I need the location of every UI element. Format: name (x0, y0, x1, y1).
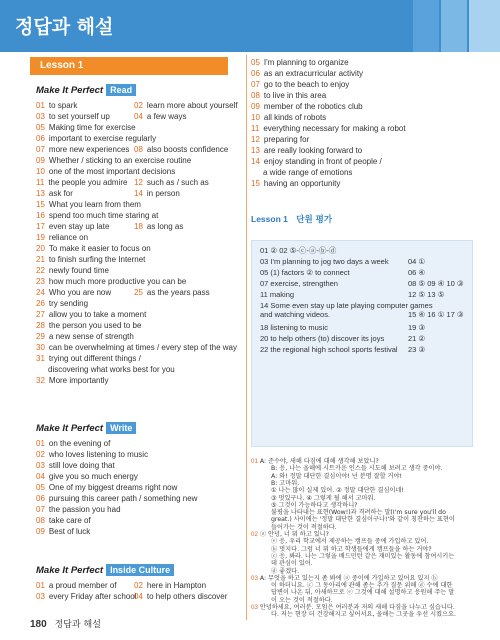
answer-row (36, 505, 121, 515)
unit-test-title (251, 213, 332, 225)
answer-text: trying out different things / (48, 354, 141, 363)
answer-number: 13 (251, 146, 260, 155)
answer-number: 03 (36, 112, 45, 121)
answer-row (36, 439, 110, 449)
answer-row (251, 91, 326, 101)
unit-answer-text: 11 making (260, 290, 295, 299)
answer-number: 05 (36, 483, 45, 492)
answer-number: 06 (36, 134, 45, 143)
answer-number: 23 (36, 277, 45, 286)
answer-pair (134, 592, 227, 602)
unit-answer-row (260, 257, 426, 266)
answer-number: 28 (36, 321, 45, 330)
answer-text: One of my biggest dreams right now (48, 483, 178, 492)
answer-number: 01 (36, 439, 45, 448)
explanation-text: A: 와! 정말 대단한 결심이야! 넌 분명 잘할 거야! (271, 472, 402, 480)
explanation-text: ⓐ 안녕, 너 뭐 하고 있니? (259, 531, 329, 538)
answer-number: 24 (36, 288, 45, 297)
unit-answer-row (260, 268, 426, 277)
explanation-text: 다. 저는 현장 더 건강해지고 싶어서요, 올해는 그곳을 우선 시켰으요. (271, 611, 456, 619)
write-title: Make It Perfect (36, 423, 104, 434)
answer-text: who loves listening to music (48, 450, 149, 459)
explanation-text: 이 하더니요. ⓒ 그 동아리에 관해 좀는 추가 질문 위해 ⓓ 수에 대한 (271, 582, 453, 590)
indent (251, 473, 271, 480)
answer-text: More importantly (48, 376, 109, 385)
explanation-text: 데 관심이 있어. (271, 560, 313, 568)
answer-row (36, 178, 209, 188)
unit-answer-extra: 04 ① (408, 257, 426, 266)
answer-pair (134, 189, 180, 199)
answer-text: more new experiences (48, 145, 130, 154)
unit-answer-extra: 12 ⑤ 13 ⑤ (408, 290, 445, 299)
answer-row (36, 189, 180, 199)
answer-text: on the evening of (48, 439, 111, 448)
answer-text: Best of luck (48, 527, 91, 536)
header-tab-decoration (413, 0, 439, 52)
write-section-title (36, 422, 136, 434)
answer-number: 05 (251, 58, 260, 67)
answer-row (36, 145, 229, 155)
answer-number: 07 (36, 145, 45, 154)
answer-row (36, 527, 90, 537)
unit-answer-text: 01 ② 02 ⑤-ⓒ-ⓐ-ⓑ-ⓓ (260, 246, 337, 255)
indent (251, 487, 271, 494)
footer-label: 정답과 해설 (54, 620, 101, 630)
unit-answer-extra: 06 ④ (408, 268, 426, 277)
answer-pair (134, 288, 210, 298)
answer-number: 01 (36, 581, 45, 590)
unit-answer-row (260, 323, 426, 332)
answer-pair (134, 101, 238, 111)
explanation-text: ⓔ 응, 우리 학교에서 제공하는 캠프들 중에 가입하고 있어. (271, 538, 429, 546)
answer-number: 04 (134, 592, 143, 601)
answer-text: still love doing that (48, 461, 115, 470)
answer-number: 04 (134, 112, 143, 121)
answer-pair (134, 178, 209, 188)
answer-number: 31 (36, 354, 45, 363)
answer-number: 08 (251, 91, 260, 100)
answer-row (36, 266, 109, 276)
indent (251, 538, 271, 545)
answer-row (251, 69, 363, 79)
answer-text: having an opportunity (263, 179, 341, 188)
header-tab-decoration (469, 0, 500, 52)
page-title: 정답과 해설 (15, 16, 114, 38)
answer-number: 14 (134, 189, 143, 198)
answer-text: also boosts confidence (146, 145, 229, 154)
answer-number: 05 (36, 123, 45, 132)
page-footer (30, 617, 101, 630)
unit-answer-text: 14 Some even stay up late playing computer games (260, 301, 433, 310)
answer-number: 07 (251, 80, 260, 89)
explanation-text: B: 고마워. (271, 479, 300, 487)
unit-answer-text: 07 exercise, strengthen (260, 279, 338, 288)
unit-answer-box (251, 240, 473, 447)
unit-answer-extra: 19 ③ (408, 323, 426, 332)
answer-text: one of the most important decisions (48, 167, 176, 176)
column-divider (246, 55, 247, 620)
header-tab-decoration (441, 0, 467, 52)
answer-text: to finish surfing the Internet (48, 255, 146, 264)
answer-row (251, 102, 363, 112)
answer-text: in person (146, 189, 180, 198)
unit-answer-row (260, 310, 464, 319)
explanation-text: ⓒ 응, 봐라. 나는 그렇을 배드민턴 같은 재미있는 활동에 참여시키는 (271, 552, 455, 560)
answer-row (251, 58, 349, 68)
answer-text: member of the robotics club (263, 102, 363, 111)
answer-row (36, 450, 148, 460)
answer-row (36, 483, 177, 493)
answer-number: 11 (251, 124, 260, 133)
answer-number: 09 (36, 156, 45, 165)
answer-row (36, 581, 207, 591)
answer-number: 15 (251, 179, 260, 188)
answer-text: to set yourself up (48, 112, 110, 121)
answer-row (251, 157, 382, 167)
unit-answer-row (260, 246, 336, 255)
unit-answer-text: 20 to help others (to) discover its joys (260, 334, 385, 343)
answer-text: every Friday after school (48, 592, 137, 601)
answer-row (251, 146, 362, 156)
answer-number: 26 (36, 299, 45, 308)
answer-row (36, 255, 145, 265)
answer-text: a proud member of (48, 581, 117, 590)
answer-number: 25 (134, 288, 143, 297)
answer-text: pursuing this career path / something new (48, 494, 198, 503)
answer-number: 09 (36, 527, 45, 536)
answer-text: as an extracurricular activity (263, 69, 364, 78)
answer-number: 10 (251, 113, 260, 122)
explanation-text: ① 나는 많이 실제 있어. ② 정말 대단한 결심이네! (271, 487, 404, 495)
answer-number: 22 (36, 266, 45, 275)
answer-row (36, 310, 146, 320)
read-badge: Read (106, 84, 136, 96)
answer-row (36, 233, 88, 243)
culture-section-title (36, 564, 174, 576)
answer-number: 21 (36, 255, 45, 264)
explanation-number: 02 (251, 531, 258, 538)
answer-text: reliance on (48, 233, 89, 242)
answer-row (36, 332, 134, 342)
answer-text: a new sense of strength (48, 332, 134, 341)
answer-text: as the years pass (146, 288, 210, 297)
read-title: Make It Perfect (36, 85, 104, 96)
explanation-text: B: 응, 나는 올해에 시트카운 인스들 시도해 보려고 생각 중이야. (271, 465, 443, 473)
explanation-number: 03 (251, 604, 258, 611)
answer-row (36, 277, 186, 287)
answer-row (36, 343, 237, 353)
unit-answer-row (260, 334, 426, 343)
answer-text: the people you admire (48, 178, 128, 187)
explanation-number: 01 (251, 458, 258, 465)
answer-row (36, 200, 141, 210)
answer-number: 03 (36, 592, 45, 601)
answer-row (36, 123, 136, 133)
indent (251, 168, 263, 177)
answer-text: to spark (48, 101, 78, 110)
unit-answer-row (260, 290, 445, 299)
unit-answer-row (260, 301, 433, 310)
answer-row (36, 156, 191, 166)
answer-number: 08 (36, 516, 45, 525)
answer-text: to live in this area (263, 91, 327, 100)
indent (251, 611, 271, 618)
unit-answer-extra: 15 ④ 16 ① 17 ③ (408, 310, 464, 319)
unit-answer-row (260, 345, 426, 354)
unit-answer-text: and watching videos. (260, 310, 331, 319)
answer-pair (134, 145, 228, 155)
answer-number: 32 (36, 376, 45, 385)
lesson-bar: Lesson 1 (30, 57, 228, 75)
answer-number: 06 (251, 69, 260, 78)
answer-number: 08 (134, 145, 143, 154)
explanation-text: ⓑ 멋지다. 그럼 너 뭐 하고 학생들에게 캠프들을 하는 거야? (271, 545, 432, 553)
answer-number: 11 (36, 178, 45, 187)
answer-row (36, 211, 158, 221)
answer-number: 12 (134, 178, 143, 187)
answer-pair (134, 581, 206, 591)
answer-row (36, 461, 115, 471)
indent (251, 546, 271, 553)
answer-number: 20 (36, 244, 45, 253)
answer-number: 27 (36, 310, 45, 319)
unit-answer-extra: 23 ③ (408, 345, 426, 354)
explanation-text: 이 오는 것이 적절하다. (271, 596, 333, 604)
answer-row (36, 167, 175, 177)
explanation-text: ③ 멋있구나. ④ 그렇게 될 해서 고마워. (271, 494, 376, 502)
explanation-text: A: 무엇을 하고 있는지 좀 봐에 ⓐ 중이에 가입하고 있어요 있지 ⓑ (259, 574, 438, 582)
answer-text: a few ways (146, 112, 187, 121)
explanation-text: ⑤ 그것이 가능하다고 생각하니? (271, 501, 358, 509)
unit-answer-text: 05 (1) factors ② to connect (260, 268, 350, 277)
answer-number: 01 (36, 101, 45, 110)
answer-number: 17 (36, 222, 45, 231)
answer-row (251, 80, 349, 90)
answer-number: 19 (36, 233, 45, 242)
answer-row (36, 101, 238, 111)
answer-row (36, 376, 108, 386)
explanation-text: 불평을 나타내는 표현(Wow!)과 격려하는 말(I'm sure you'll do (271, 509, 446, 517)
answer-number: 02 (36, 450, 45, 459)
answer-number: 02 (134, 101, 143, 110)
explanation-text: 들어가는 것이 적절하다. (271, 523, 337, 531)
answer-row (36, 299, 88, 309)
answer-number: 15 (36, 200, 45, 209)
unit-answer-extra: 08 ⑤ 09 ④ 10 ③ (408, 279, 464, 288)
answer-number: 13 (36, 189, 45, 198)
indent (251, 524, 271, 531)
answer-number: 07 (36, 505, 45, 514)
explanation-text: 안녕하세요, 여러분. 모임은 여러분과 저의 새해 다짐을 나누고 싶습니다. (259, 604, 455, 611)
answer-text: What you learn from them (48, 200, 141, 209)
indent (251, 516, 271, 523)
answer-text: all kinds of robots (263, 113, 327, 122)
answer-row (251, 179, 340, 189)
indent (251, 480, 271, 487)
indent (251, 589, 271, 596)
answer-text: ask for (48, 189, 73, 198)
answer-pair (134, 112, 186, 122)
answer-row (36, 592, 228, 602)
answer-text: Making time for exercise (48, 123, 136, 132)
unit-answer-text: 18 listening to music (260, 323, 328, 332)
culture-title: Make It Perfect (36, 565, 104, 576)
answer-text: Who you are now (48, 288, 112, 297)
unit-answer-text: 22 the regional high school sports festival (260, 345, 398, 354)
indent (251, 553, 271, 560)
answer-text: I'm planning to organize (263, 58, 349, 67)
answer-text: go to the beach to enjoy (263, 80, 350, 89)
answer-row (36, 321, 141, 331)
page-number: 180 (30, 619, 47, 630)
unit-answer-text: 03 I'm planning to jog two days a week (260, 257, 389, 266)
indent (251, 560, 271, 567)
page-header (0, 0, 500, 52)
culture-badge: Inside Culture (106, 564, 174, 576)
answer-text: discovering what works best for you (48, 365, 175, 374)
answer-number: 04 (36, 472, 45, 481)
answer-text: even stay up late (48, 222, 110, 231)
answer-row (36, 222, 184, 232)
answer-row (36, 134, 156, 144)
explanation-text: 답변이 나온 뒤, 아새하므로 ⓔ 그것에 대해 설명하고 응원해 주는 말 (271, 589, 455, 597)
answer-text: can be overwhelming at times / every step of the way (48, 343, 237, 352)
answer-text: give you so much energy (48, 472, 138, 481)
answer-text: important to exercise regularly (48, 134, 157, 143)
answer-number: 06 (36, 494, 45, 503)
answer-number: 30 (36, 343, 45, 352)
answer-row (36, 288, 210, 298)
answer-row (36, 494, 197, 504)
explanation-number: 03 (251, 574, 258, 582)
answer-text: how much more productive you can be (48, 277, 187, 286)
answer-row (251, 135, 309, 145)
answer-number: 02 (134, 581, 143, 590)
answer-number: 10 (36, 167, 45, 176)
answer-text: allow you to take a moment (48, 310, 147, 319)
answer-number: 18 (134, 222, 143, 231)
answer-number: 16 (36, 211, 45, 220)
answer-text: a wide range of emotions (263, 168, 353, 177)
explanation-text: ⓓ 좋겠다. (271, 567, 300, 575)
answer-text: spend too much time staring at (48, 211, 159, 220)
answer-text: learn more about yourself (146, 101, 238, 110)
indent (251, 495, 271, 502)
answer-text: everything necessary for making a robot (263, 124, 406, 133)
answer-number: 03 (36, 461, 45, 470)
answer-text: newly found time (48, 266, 109, 275)
answer-number: 29 (36, 332, 45, 341)
answer-text: as long as (146, 222, 184, 231)
explanation-text: great.) 사이에는 '정말 대단한 결심이구나!'와 같이 칭찬하는 표현이 (271, 516, 455, 524)
answer-row (36, 472, 138, 482)
answer-text: enjoy standing in front of people / (263, 157, 382, 166)
answer-text: take care of (48, 516, 91, 525)
answer-text: here in Hampton (146, 581, 207, 590)
answer-text: try sending (48, 299, 89, 308)
explanation-line (251, 611, 456, 620)
answer-text: the person you used to be (48, 321, 142, 330)
answer-number: 14 (251, 157, 260, 166)
answer-row (36, 112, 187, 122)
explanation-text: A: 준수야, 새해 다짐에 대해 생각해 보았니? (259, 458, 379, 465)
answer-text: To make it easier to focus on (48, 244, 151, 253)
indent (251, 597, 271, 604)
answer-pair (134, 222, 183, 232)
write-badge: Write (106, 422, 136, 434)
answer-number: 09 (251, 102, 260, 111)
unit-label: Lesson 1 (251, 214, 288, 224)
answer-row (36, 354, 141, 364)
answer-row (251, 124, 406, 134)
answer-text: are really looking forward to (263, 146, 363, 155)
answer-row (36, 516, 91, 526)
unit-title: 단원 평가 (296, 215, 333, 225)
answer-text: such as / such as (146, 178, 209, 187)
answer-text: to help others discover (146, 592, 228, 601)
answer-row (36, 365, 175, 375)
indent (251, 568, 271, 575)
unit-answer-extra: 21 ② (408, 334, 426, 343)
indent (251, 465, 271, 472)
indent (251, 502, 271, 509)
answer-row (251, 168, 352, 178)
unit-answer-row (260, 279, 464, 288)
answer-text: the passion you had (48, 505, 121, 514)
read-section-title (36, 84, 136, 96)
answer-row (36, 244, 151, 254)
answer-text: Whether / sticking to an exercise routine (48, 156, 192, 165)
answer-row (251, 113, 326, 123)
answer-number: 12 (251, 135, 260, 144)
answer-text: preparing for (263, 135, 310, 144)
